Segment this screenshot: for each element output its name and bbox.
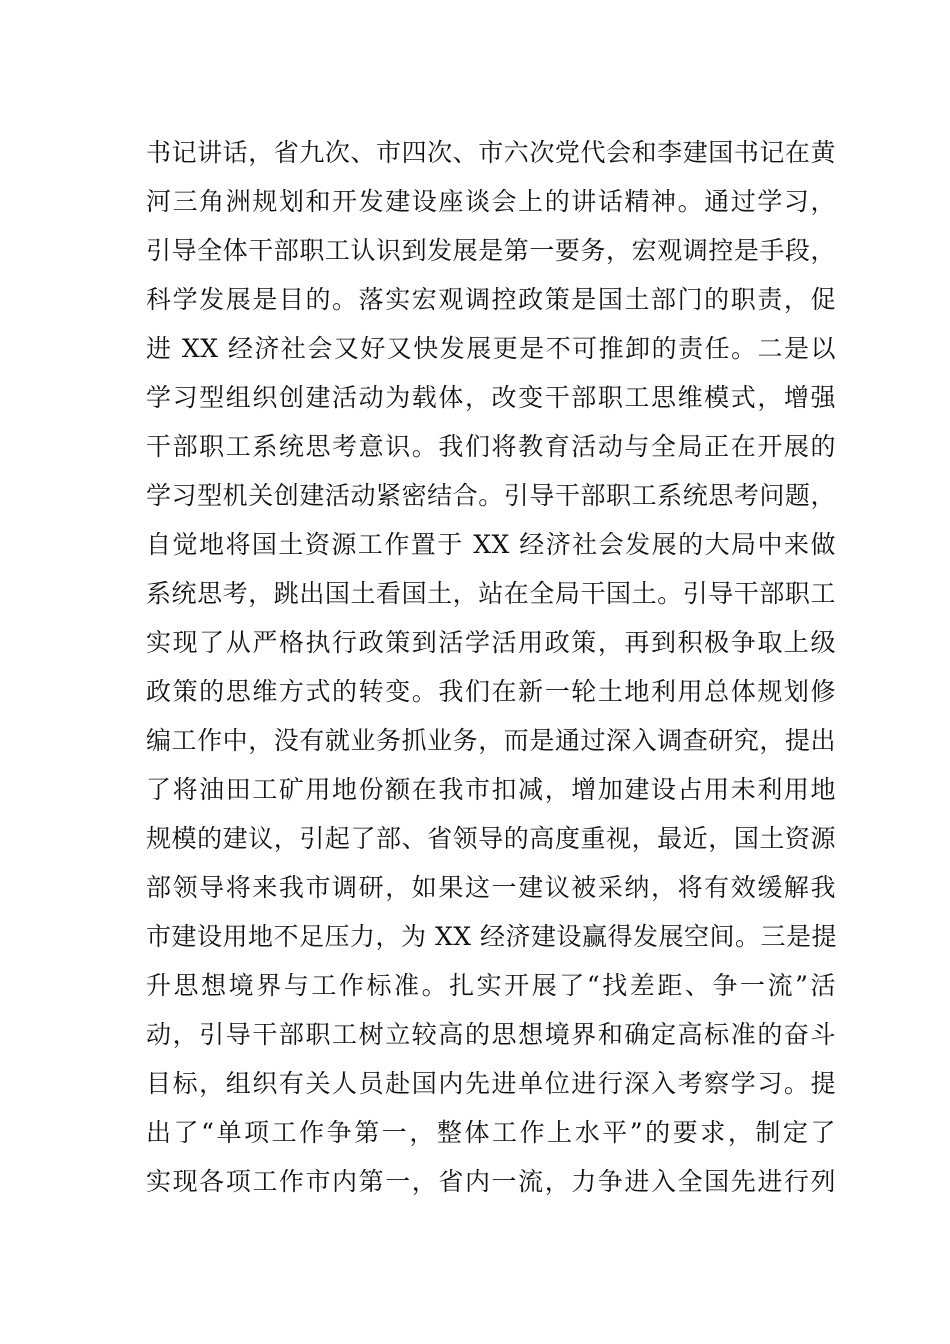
text-line: 自觉地将国土资源工作置于 XX 经济社会发展的大局中来做 xyxy=(146,530,836,559)
text-line: 了将油田工矿用地份额在我市扣减，增加建设占用未利用地 xyxy=(146,775,836,804)
text-line: 编工作中，没有就业务抓业务，而是通过深入调查研究，提出 xyxy=(146,726,836,755)
text-line: 政策的思维方式的转变。我们在新一轮土地利用总体规划修 xyxy=(146,677,836,706)
text-line: 学习型机关创建活动紧密结合。引导干部职工系统思考问题， xyxy=(146,481,836,510)
body-text xyxy=(146,128,836,1206)
text-line: 升思想境界与工作标准。扎实开展了“找差距、争一流”活 xyxy=(146,971,836,1000)
text-line: 科学发展是目的。落实宏观调控政策是国土部门的职责，促 xyxy=(146,285,836,314)
text-line: 目标，组织有关人员赴国内先进单位进行深入考察学习。提 xyxy=(146,1069,836,1098)
text-line: 引导全体干部职工认识到发展是第一要务，宏观调控是手段， xyxy=(146,236,836,265)
text-line: 学习型组织创建活动为载体，改变干部职工思维模式，增强 xyxy=(146,383,836,412)
text-line: 实现各项工作市内第一，省内一流，力争进入全国先进行列 xyxy=(146,1167,836,1196)
text-line: 动，引导干部职工树立较高的思想境界和确定高标准的奋斗 xyxy=(146,1020,836,1049)
text-line: 进 XX 经济社会又好又快发展更是不可推卸的责任。二是以 xyxy=(146,334,836,363)
text-line: 实现了从严格执行政策到活学活用政策，再到积极争取上级 xyxy=(146,628,836,657)
text-line: 部领导将来我市调研，如果这一建议被采纳，将有效缓解我 xyxy=(146,873,836,902)
text-line: 市建设用地不足压力，为 XX 经济建设赢得发展空间。三是提 xyxy=(146,922,837,951)
text-line: 系统思考，跳出国土看国土，站在全局干国土。引导干部职工 xyxy=(146,579,836,608)
text-line: 出了“单项工作争第一，整体工作上水平”的要求，制定了 xyxy=(146,1118,836,1147)
text-line: 书记讲话，省九次、市四次、市六次党代会和李建国书记在黄 xyxy=(146,138,836,167)
text-line: 河三角洲规划和开发建设座谈会上的讲话精神。通过学习， xyxy=(146,187,836,216)
text-line: 规模的建议，引起了部、省领导的高度重视，最近，国土资源 xyxy=(146,824,836,853)
text-line: 干部职工系统思考意识。我们将教育活动与全局正在开展的 xyxy=(146,432,836,461)
